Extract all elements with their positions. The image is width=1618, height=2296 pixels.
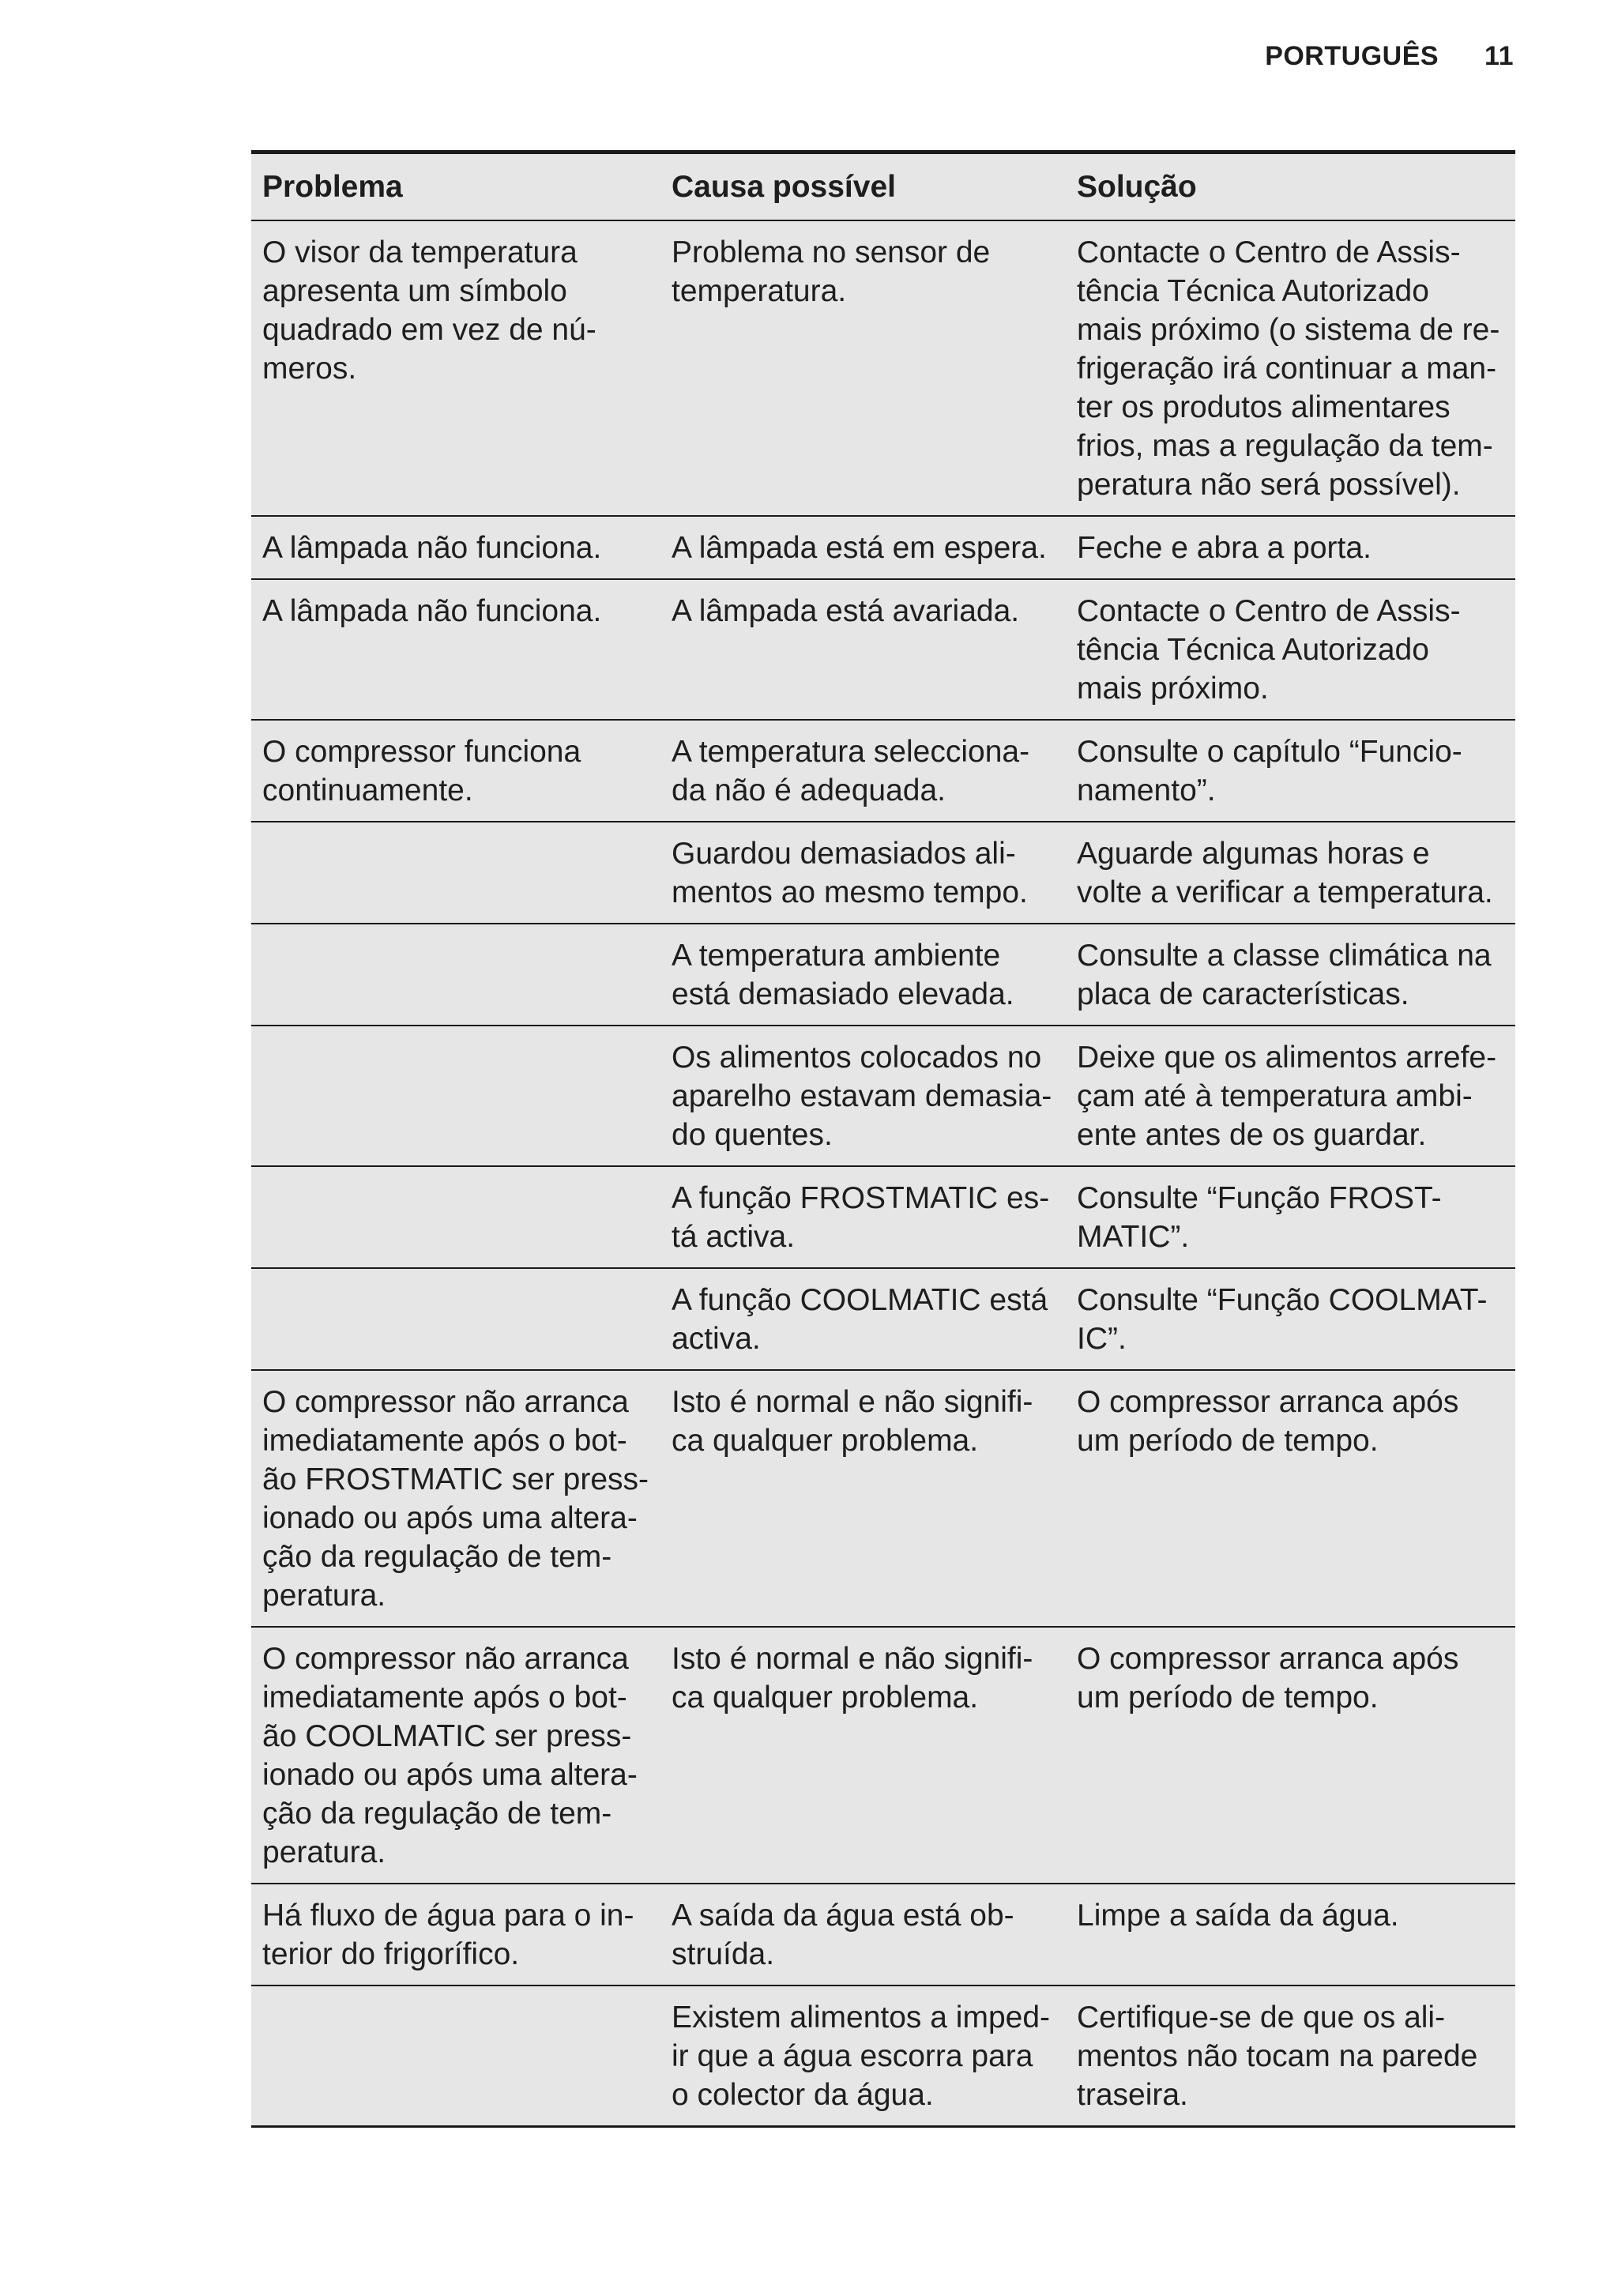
solution-cell: Certifique-se de que os ali- mentos não tocam na parede traseira. bbox=[1066, 1985, 1515, 2127]
problem-cell bbox=[251, 1166, 660, 1268]
cause-cell: A temperatura selecciona- da não é adequada. bbox=[660, 720, 1066, 822]
table-row bbox=[251, 1627, 1515, 1884]
cause-cell: A função FROSTMATIC es- tá activa. bbox=[660, 1166, 1066, 1268]
cause-cell: A temperatura ambiente está demasiado elevada. bbox=[660, 924, 1066, 1026]
solution-cell: O compressor arranca após um período de tempo. bbox=[1066, 1370, 1515, 1627]
table-row bbox=[251, 220, 1515, 516]
problem-cell bbox=[251, 1026, 660, 1166]
problem-cell bbox=[251, 822, 660, 924]
solution-cell: Consulte “Função FROST- MATIC”. bbox=[1066, 1166, 1515, 1268]
cause-cell: A lâmpada está em espera. bbox=[660, 516, 1066, 579]
troubleshooting-table-container bbox=[251, 150, 1515, 2128]
page-number: 11 bbox=[1484, 41, 1514, 71]
cause-cell: A função COOLMATIC está activa. bbox=[660, 1268, 1066, 1370]
table-row bbox=[251, 720, 1515, 822]
cause-cell: A saída da água está ob- struída. bbox=[660, 1884, 1066, 1985]
table-header-row bbox=[251, 152, 1515, 221]
solution-cell: Deixe que os alimentos arrefe- çam até à temperatura ambi- ente antes de os guardar. bbox=[1066, 1026, 1515, 1166]
solution-cell: Consulte a classe climática na placa de características. bbox=[1066, 924, 1515, 1026]
solution-cell: O compressor arranca após um período de tempo. bbox=[1066, 1627, 1515, 1884]
cause-cell: A lâmpada está avariada. bbox=[660, 579, 1066, 720]
solution-cell: Consulte o capítulo “Funcio- namento”. bbox=[1066, 720, 1515, 822]
table-row bbox=[251, 822, 1515, 924]
problem-cell: O compressor não arranca imediatamente após o bot- ão COOLMATIC ser press- ionado ou após uma altera- ção da regulação de tem- peratura. bbox=[251, 1627, 660, 1884]
cause-cell: Isto é normal e não signifi- ca qualquer problema. bbox=[660, 1627, 1066, 1884]
cause-cell: Guardou demasiados ali- mentos ao mesmo tempo. bbox=[660, 822, 1066, 924]
problem-cell: O visor da temperatura apresenta um símbolo quadrado em vez de nú- meros. bbox=[251, 220, 660, 516]
table-row bbox=[251, 579, 1515, 720]
problem-cell bbox=[251, 924, 660, 1026]
problem-cell: A lâmpada não funciona. bbox=[251, 579, 660, 720]
cause-cell: Isto é normal e não signifi- ca qualquer problema. bbox=[660, 1370, 1066, 1627]
solution-cell: Consulte “Função COOLMAT- IC”. bbox=[1066, 1268, 1515, 1370]
solution-cell: Contacte o Centro de Assis- tência Técnica Autorizado mais próximo. bbox=[1066, 579, 1515, 720]
cause-cell: Problema no sensor de temperatura. bbox=[660, 220, 1066, 516]
column-header-problem: Problema bbox=[251, 152, 660, 221]
problem-cell: O compressor não arranca imediatamente após o bot- ão FROSTMATIC ser press- ionado ou após uma altera- ção da regulação de tem- peratura. bbox=[251, 1370, 660, 1627]
page-header bbox=[1265, 41, 1514, 72]
problem-cell: A lâmpada não funciona. bbox=[251, 516, 660, 579]
table-row bbox=[251, 924, 1515, 1026]
solution-cell: Limpe a saída da água. bbox=[1066, 1884, 1515, 1985]
table-row bbox=[251, 516, 1515, 579]
problem-cell bbox=[251, 1268, 660, 1370]
column-header-cause: Causa possível bbox=[660, 152, 1066, 221]
table-row bbox=[251, 1985, 1515, 2127]
table-row bbox=[251, 1026, 1515, 1166]
table-row bbox=[251, 1268, 1515, 1370]
problem-cell bbox=[251, 1985, 660, 2127]
section-title: PORTUGUÊS bbox=[1265, 41, 1439, 71]
table-row bbox=[251, 1166, 1515, 1268]
problem-cell: O compressor funciona continuamente. bbox=[251, 720, 660, 822]
problem-cell: Há fluxo de água para o in- terior do frigorífico. bbox=[251, 1884, 660, 1985]
cause-cell: Existem alimentos a imped- ir que a água escorra para o colector da água. bbox=[660, 1985, 1066, 2127]
cause-cell: Os alimentos colocados no aparelho estavam demasia- do quentes. bbox=[660, 1026, 1066, 1166]
troubleshooting-table bbox=[251, 150, 1515, 2128]
table-row bbox=[251, 1370, 1515, 1627]
solution-cell: Contacte o Centro de Assis- tência Técnica Autorizado mais próximo (o sistema de re- frigeração irá continuar a man- ter os produtos alimentares frios, mas a regulação da tem- peratura não será possível). bbox=[1066, 220, 1515, 516]
solution-cell: Feche e abra a porta. bbox=[1066, 516, 1515, 579]
column-header-solution: Solução bbox=[1066, 152, 1515, 221]
table-row bbox=[251, 1884, 1515, 1985]
solution-cell: Aguarde algumas horas e volte a verificar a temperatura. bbox=[1066, 822, 1515, 924]
